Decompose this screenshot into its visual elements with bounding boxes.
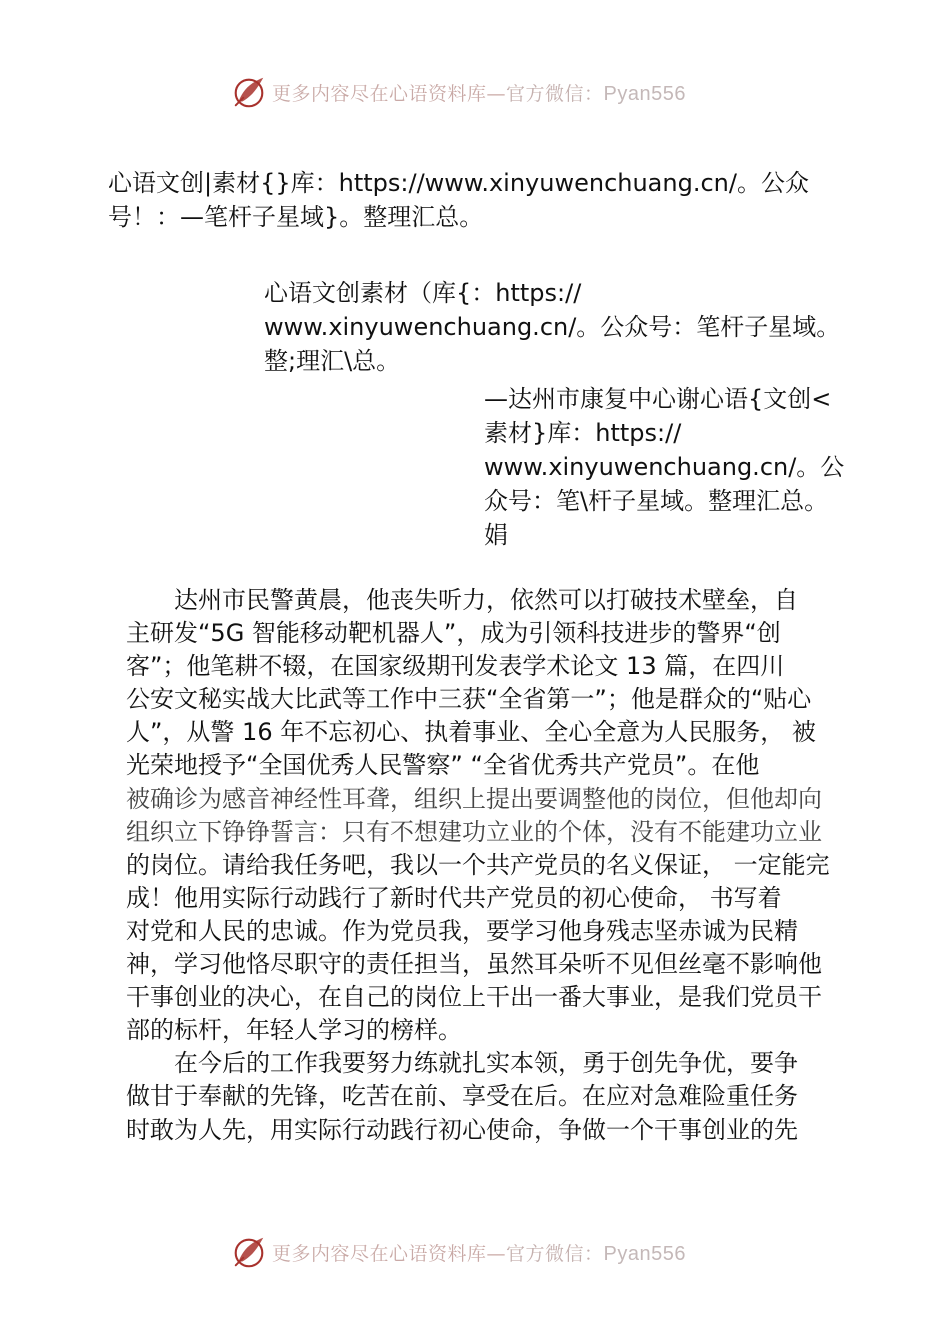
body-line: 光荣地授予“全国优秀人民警察” “全省优秀共产党员”。在他 xyxy=(126,751,760,780)
body-line: 干事创业的决心，在自己的岗位上干出一番大事业，是我们党员干 xyxy=(126,983,822,1012)
footer-wechat-label: 官方微信： xyxy=(506,1242,604,1265)
body-line: 达州市民警黄晨，他丧失听力，依然可以打破技术壁垒，自 xyxy=(126,586,798,614)
footer-banner xyxy=(230,1232,730,1272)
leaf-logo-icon xyxy=(230,1233,268,1271)
attribution-line: 素材}库：https:// xyxy=(484,419,682,447)
quote-line: 心语文创素材（库{：https:// xyxy=(264,279,582,307)
body-line: 的岗位。请给我任务吧，我以一个共产党员的名义保证， 一定能完 xyxy=(126,850,830,879)
body-line: 被确诊为感音神经性耳聋，组织上提出要调整他的岗位，但他却向 xyxy=(126,784,822,813)
body-line: 在今后的工作我要努力练就扎实本领，勇于创先争优，要争 xyxy=(126,1049,798,1078)
header-banner-text xyxy=(272,79,686,106)
body-line: 主研发“5G 智能移动靶机器人”，成为引领科技进步的警界“创 xyxy=(126,619,781,648)
attribution-line: 众号：笔\杆子星域。整理汇总。 xyxy=(484,487,829,515)
quote-line: www.xinyuwenchuang.cn/。公众号：笔杆子星域。 xyxy=(264,313,841,341)
body-line: 神，学习他恪尽职守的责任担当，虽然耳朵听不见但丝毫不影响他 xyxy=(126,950,822,979)
body-text xyxy=(126,584,830,1147)
attribution-line: —达州市康复中心谢心语{文创< xyxy=(484,385,832,413)
header-wechat-id: Pyan556 xyxy=(603,82,686,105)
footer-banner-slogan: 更多内容尽在心语资料库— xyxy=(272,1242,507,1265)
body-line: 人”，从警 16 年不忘初心、执着事业、全心全意为人民服务， 被 xyxy=(126,718,816,747)
intro-line: 号！：—笔杆子星域}。整理汇总。 xyxy=(108,203,484,231)
attribution-block xyxy=(484,382,844,552)
attribution-line: www.xinyuwenchuang.cn/。公 xyxy=(484,453,845,481)
body-line: 客”；他笔耕不辍，在国家级期刊发表学术论文 13 篇，在四川 xyxy=(126,652,785,681)
footer-banner-text xyxy=(272,1239,686,1266)
body-line: 公安文秘实战大比武等工作中三获“全省第一”；他是群众的“贴心 xyxy=(126,685,812,714)
body-line: 对党和人民的忠诚。作为党员我，要学习他身残志坚赤诚为民精 xyxy=(126,916,798,945)
body-line: 成！他用实际行动践行了新时代共产党员的初心使命， 书写着 xyxy=(126,883,782,912)
body-line: 组织立下铮铮誓言：只有不想建功立业的个体，没有不能建功立业 xyxy=(126,817,822,846)
quote-line: 整;理汇\总。 xyxy=(264,347,401,375)
quote-block xyxy=(264,276,840,378)
intro-block xyxy=(108,166,809,234)
body-line: 时敢为人先，用实际行动践行初心使命，争做一个干事创业的先 xyxy=(126,1115,798,1144)
attribution-line: 娟 xyxy=(484,521,508,549)
body-line: 部的标杆，年轻人学习的榜样。 xyxy=(126,1016,462,1045)
header-banner xyxy=(230,72,730,112)
body-line: 做甘于奉献的先锋，吃苦在前、享受在后。在应对急难险重任务 xyxy=(126,1082,798,1111)
header-banner-slogan: 更多内容尽在心语资料库— xyxy=(272,82,507,105)
header-wechat-label: 官方微信： xyxy=(506,82,604,105)
leaf-logo-icon xyxy=(230,73,268,111)
intro-line: 心语文创|素材{}库：https://www.xinyuwenchuang.cn/。公众 xyxy=(108,169,809,197)
footer-wechat-id: Pyan556 xyxy=(603,1242,686,1265)
